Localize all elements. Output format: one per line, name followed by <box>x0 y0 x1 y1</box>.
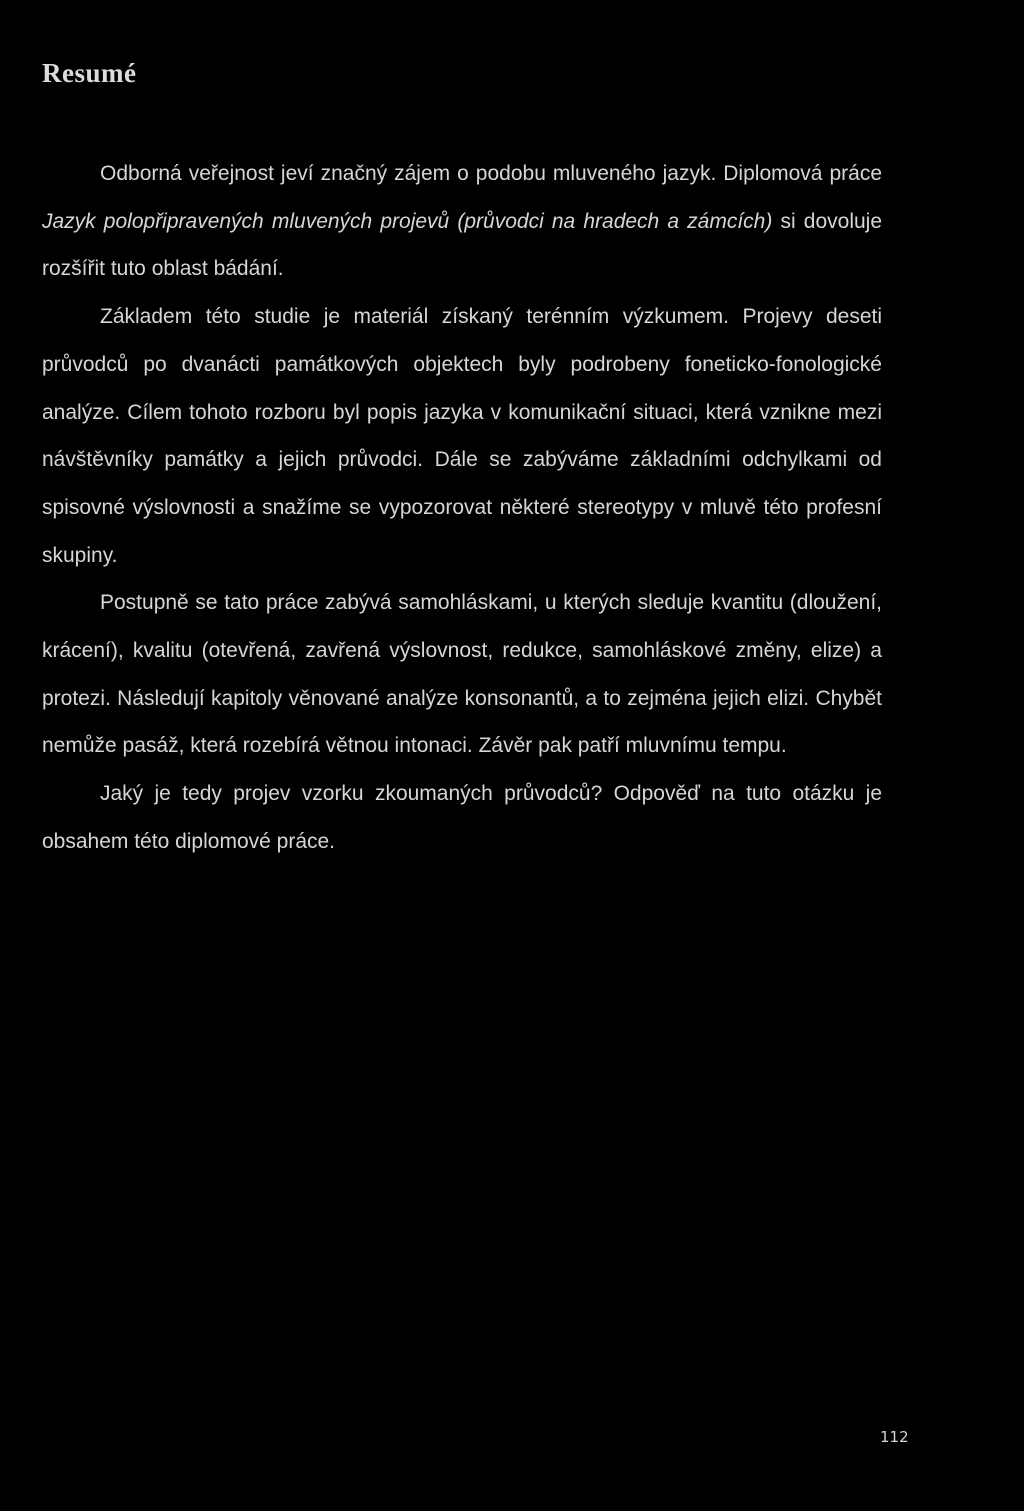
paragraph-intro-before: Odborná veřejnost jeví značný zájem o podobu mluveného jazyk. Diplomová práce <box>100 162 882 185</box>
paragraph-method: Základem této studie je materiál získaný terénním výzkumem. Projevy deseti průvodců po dvanácti památkových objektech byly podrobeny foneticko-fonologické analýze. Cílem tohoto rozboru byl popis jazyka v komunikační situaci, která vznikne mezi návštěvníky památky a jejich průvodci. Dále se zabýváme základními odchylkami od spisovné výslovnosti a snažíme se vypozorovat některé stereotypy v mluvě této profesní skupiny. <box>42 305 882 567</box>
paragraph-intro-after: si dovoluje rozšířit tuto oblast bádání. <box>42 209 883 281</box>
paragraph-intro <box>42 150 882 293</box>
page-number: 112 <box>880 1428 909 1446</box>
paragraph-content: Postupně se tato práce zabývá samohláskami, u kterých sleduje kvantitu (dloužení, krácení), kvalitu (otevřená, zavřená výslovnost, redukce, samohláskové změny, elize) a protezi. Následují kapitoly věnované analýze konsonantů, a to zejména jejich elizi. Chybět nemůže pasáž, která rozebírá větnou intonaci. Závěr pak patří mluvnímu tempu. <box>42 591 882 758</box>
thesis-title: Jazyk polopřipravených mluvených projevů (průvodci na hradech a zámcích) <box>42 209 773 233</box>
page-title: Resumé <box>42 58 137 88</box>
paragraph-conclusion: Jaký je tedy projev vzorku zkoumaných průvodců? Odpověď na tuto otázku je obsahem této diplomové práce. <box>42 782 882 853</box>
resume-body <box>42 150 882 866</box>
